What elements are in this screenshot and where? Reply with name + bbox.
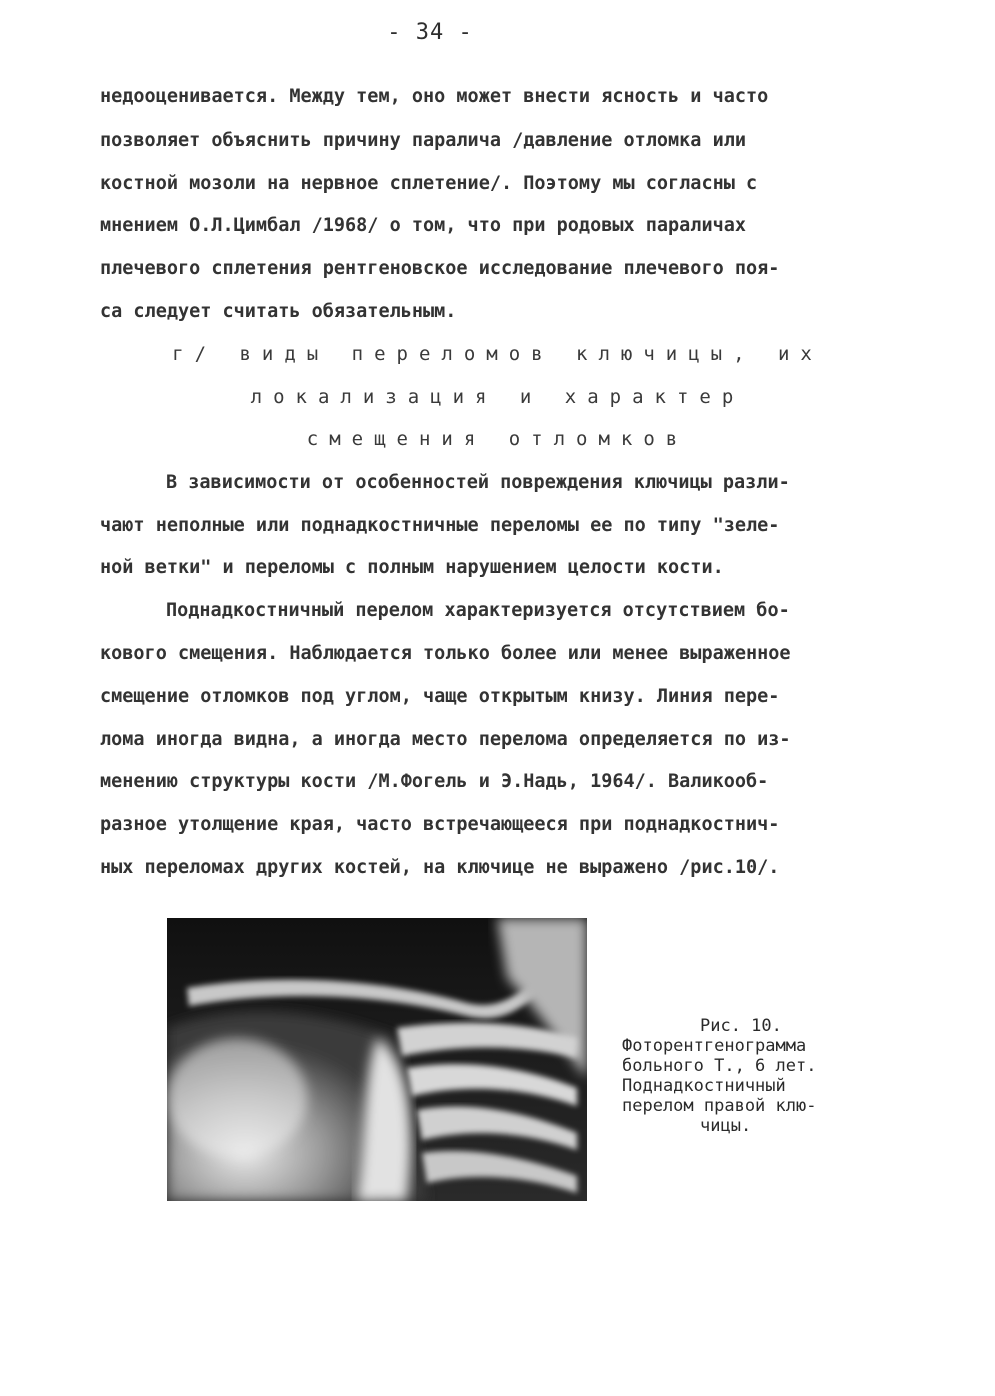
figure-caption-line: больного Т., 6 лет.: [622, 1056, 817, 1076]
figure-caption-title: Рис. 10.: [700, 1016, 782, 1036]
paragraph-3-line: разное утолщение края, часто встречающееся при поднадкостнич-: [100, 814, 780, 835]
paragraph-3-line: Поднадкостничный перелом характеризуется отсутствием бо-: [166, 600, 790, 621]
xray-image: [167, 918, 587, 1201]
paragraph-2-line: В зависимости от особенностей повреждения ключицы разли-: [166, 472, 790, 493]
figure-caption-line: Поднадкостничный: [622, 1076, 786, 1096]
paragraph-1-line: са следует считать обязательным.: [100, 301, 457, 322]
section-heading-line-1: г/ виды переломов ключицы, их: [172, 343, 823, 365]
section-heading-line-2: локализация и характер: [250, 386, 745, 408]
paragraph-1-line: костной мозоли на нервное сплетение/. Поэтому мы согласны с: [100, 173, 758, 194]
paragraph-2-line: ной ветки" и переломы с полным нарушением целости кости.: [100, 557, 724, 578]
xray-figure: [167, 918, 587, 1201]
figure-caption: [622, 1016, 882, 1136]
paragraph-1-line: плечевого сплетения рентгеновское исследование плечевого поя-: [100, 258, 780, 279]
paragraph-1-line: недооценивается. Между тем, оно может внести ясность и часто: [100, 86, 769, 107]
paragraph-2-line: чают неполные или поднадкостничные переломы ее по типу "зеле-: [100, 515, 780, 536]
paragraph-1-line: мнением О.Л.Цимбал /1968/ о том, что при родовых параличах: [100, 215, 747, 236]
figure-caption-line: Фоторентгенограмма: [622, 1036, 807, 1056]
paragraph-3-line: кового смещения. Наблюдается только более или менее выраженное: [100, 643, 791, 664]
paragraph-3-line: лома иногда видна, а иногда место перелома определяется по из-: [100, 729, 791, 750]
section-heading-line-3: смещения отломков: [306, 428, 689, 450]
paragraph-3-line: ных переломах других костей, на ключице не выражено /рис.10/.: [100, 857, 780, 878]
figure-caption-line: перелом правой клю-: [622, 1096, 817, 1116]
page-number: - 34 -: [387, 20, 473, 45]
paragraph-3-line: менению структуры кости /М.Фогель и Э.Надь, 1964/. Валикооб-: [100, 771, 769, 792]
paragraph-1-line: позволяет объяснить причину паралича /давление отломка или: [100, 130, 747, 151]
figure-caption-line: чицы.: [700, 1116, 752, 1136]
paragraph-3-line: смещение отломков под углом, чаще открытым книзу. Линия пере-: [100, 686, 780, 707]
